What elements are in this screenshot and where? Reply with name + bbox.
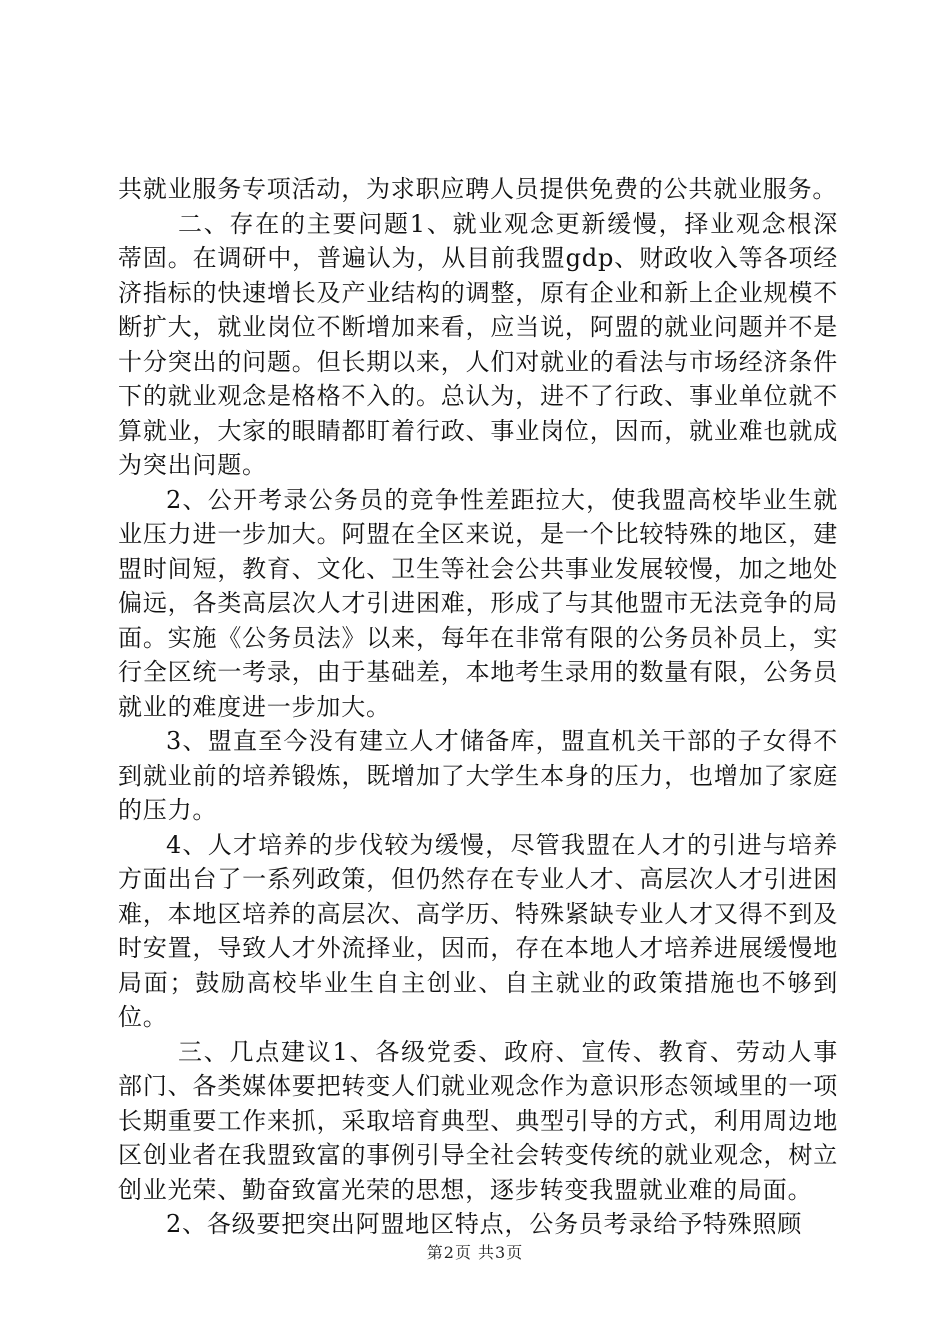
paragraph-suggestion-2: 2、各级要把突出阿盟地区特点，公务员考录给予特殊照顾: [166, 1210, 803, 1238]
paragraph-point-4: 4、人才培养的步伐较为缓慢，尽管我盟在人才的引进与培养方面出台了一系列政策，但仍然存在专业人才、高层次人才引进困难，本地区培养的高层次、高学历、特殊紧缺专业人才又得不到及时安置，导致人才外流择业，因而，存在本地人才培养进展缓慢地局面；鼓励高校毕业生自主创业、自主就业的政策措施也不够到位。: [118, 830, 838, 1031]
paragraph-section-two-heading: 二、存在的主要问题1、就业观念更新缓慢，择业观念根深蒂固。在调研中，普遍认为，从目前我盟gdp、财政收入等各项经济指标的快速增长及产业结构的调整，原有企业和新上企业规模不断扩大，就业岗位不断增加来看，应当说，阿盟的就业问题并不是十分突出的问题。但长期以来，人们对就业的看法与市场经济条件下的就业观念是格格不入的。总认为，进不了行政、事业单位就不算就业，大家的眼睛都盯着行政、事业岗位，因而，就业难也就成为突出问题。: [118, 209, 838, 479]
paragraph-point-3: 3、盟直至今没有建立人才储备库，盟直机关干部的子女得不到就业前的培养锻炼，既增加了大学生本身的压力，也增加了家庭的压力。: [118, 727, 838, 824]
paragraph-continuation: 共就业服务专项活动，为求职应聘人员提供免费的公共就业服务。: [118, 175, 838, 203]
paragraph-section-three-heading: 三、几点建议1、各级党委、政府、宣传、教育、劳动人事部门、各类媒体要把转变人们就业观念作为意识形态领域里的一项长期重要工作来抓，采取培育典型、典型引导的方式，利用周边地区创业者在我盟致富的事例引导全社会转变传统的就业观念，树立创业光荣、勤奋致富光荣的思想，逐步转变我盟就业难的局面。: [118, 1037, 838, 1204]
paragraph-point-2: 2、公开考录公务员的竞争性差距拉大，使我盟高校毕业生就业压力进一步加大。阿盟在全区来说，是一个比较特殊的地区，建盟时间短，教育、文化、卫生等社会公共事业发展较慢，加之地处偏远，各类高层次人才引进困难，形成了与其他盟市无法竞争的局面。实施《公务员法》以来，每年在非常有限的公务员补员上，实行全区统一考录，由于基础差，本地考生录用的数量有限，公务员就业的难度进一步加大。: [118, 485, 838, 721]
page-number-footer: 第2页 共3页: [426, 1243, 524, 1262]
document-body: [118, 172, 838, 1242]
